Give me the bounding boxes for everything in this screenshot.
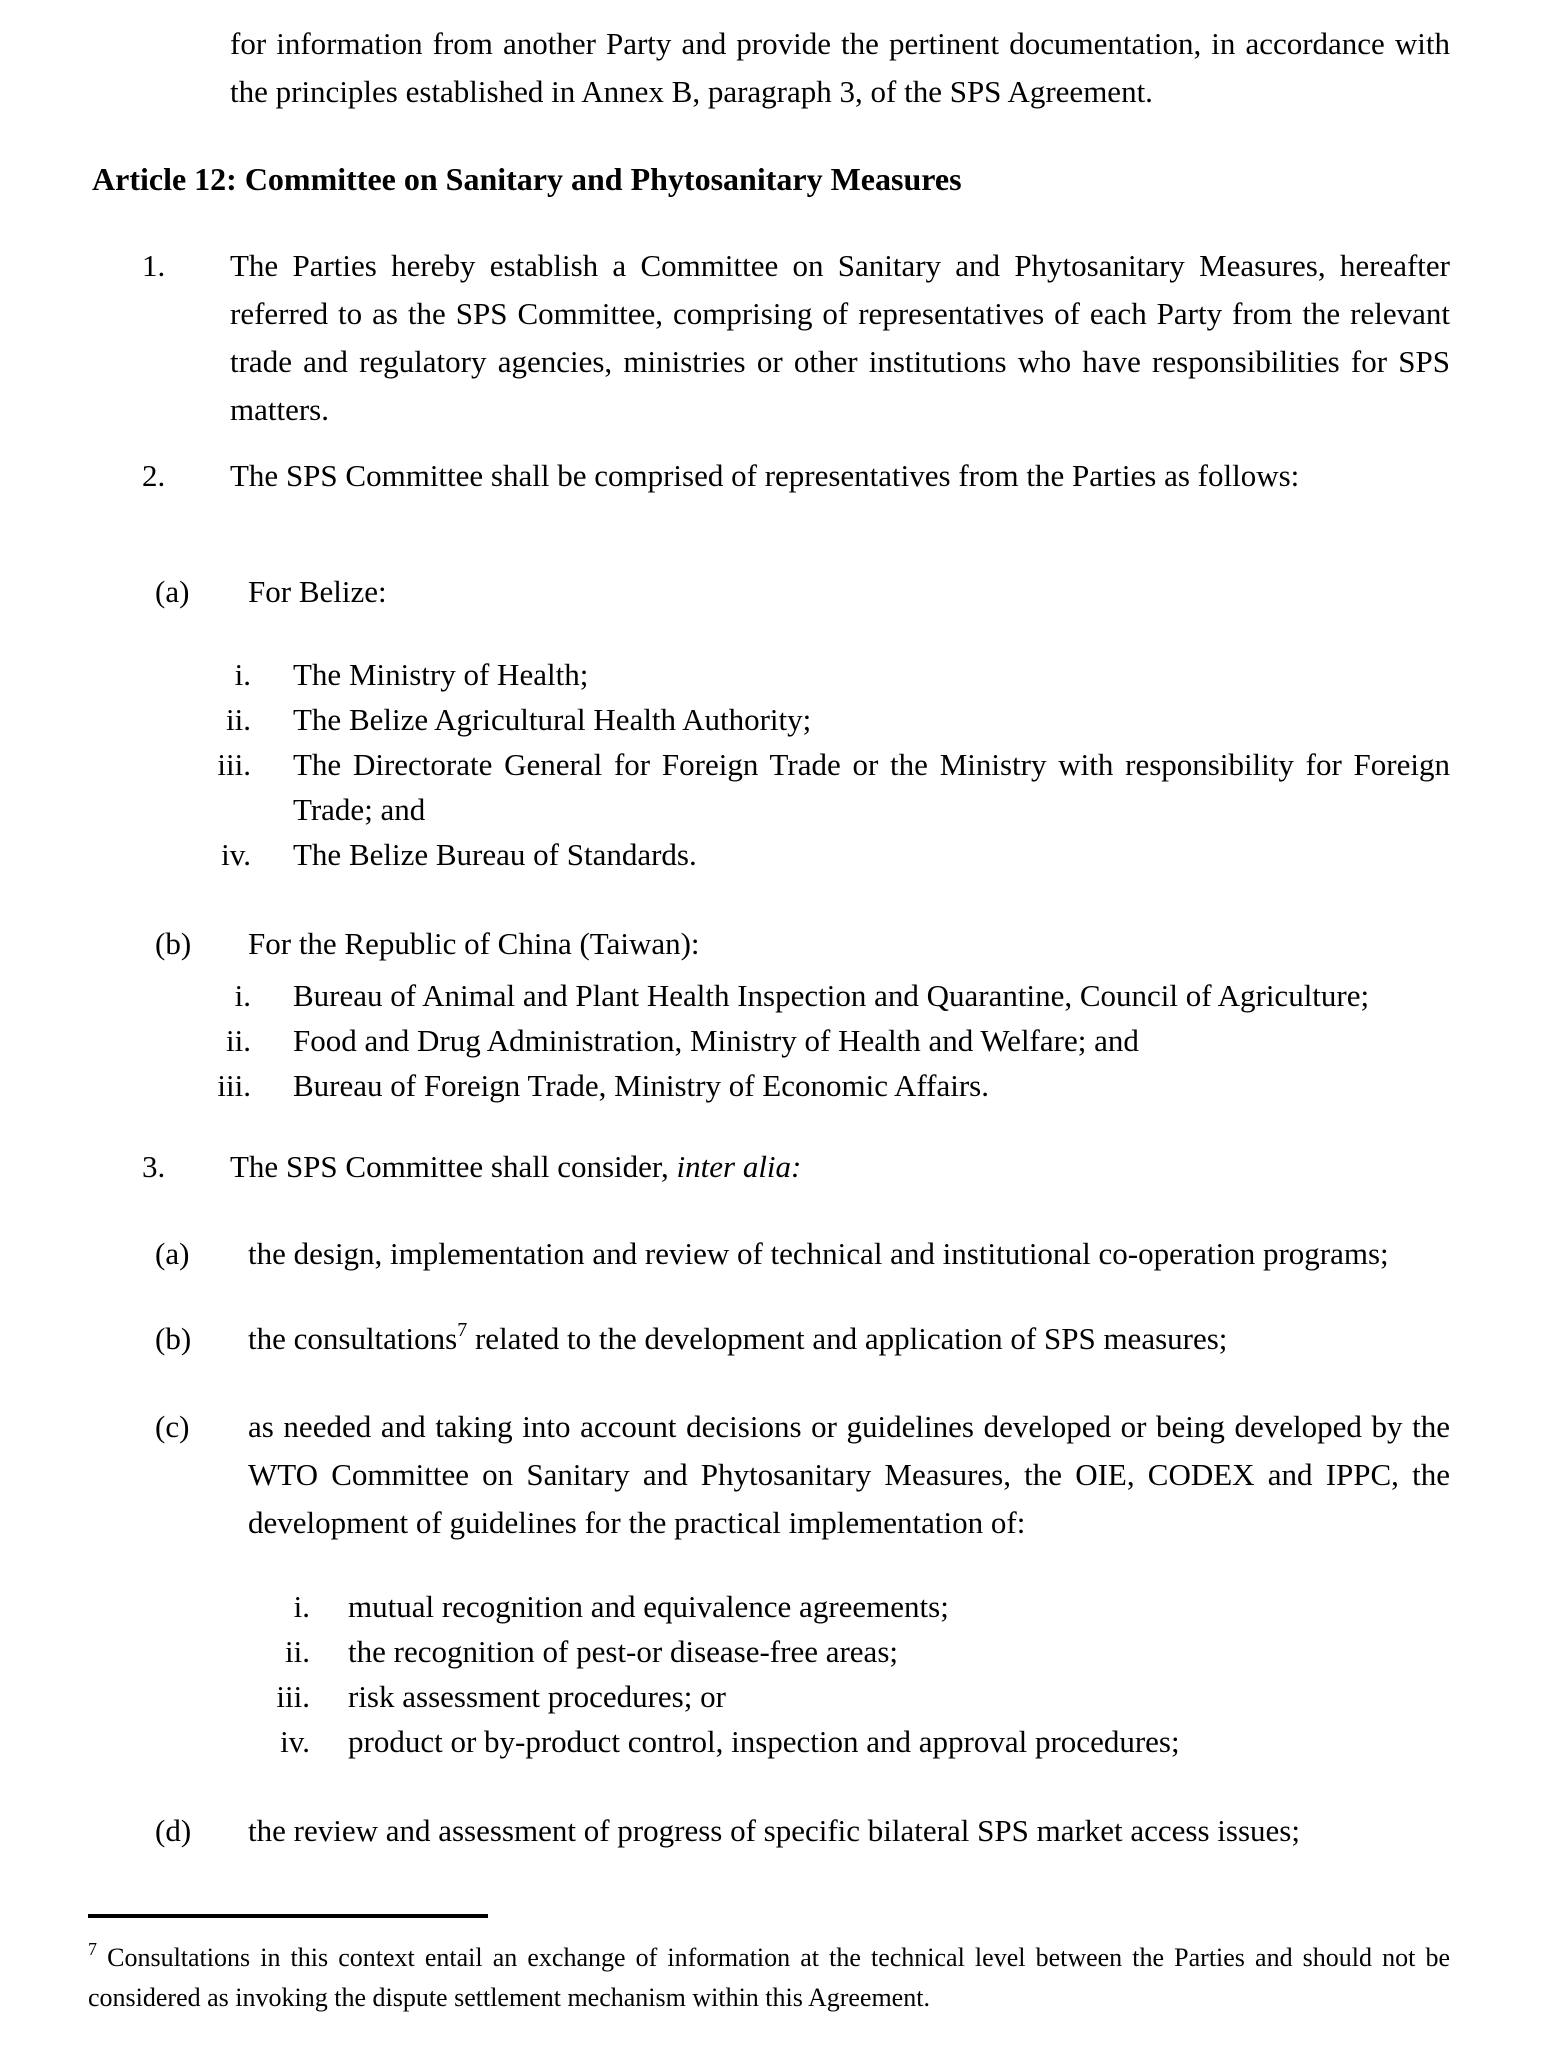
clause-3-text-italic: inter alia: — [676, 1149, 802, 1184]
list-item — [88, 1018, 1450, 1063]
list-item-text: The Belize Bureau of Standards. — [293, 837, 697, 872]
list-item-number: ii. — [285, 1634, 310, 1669]
list-item-text: the recognition of pest-or disease-free areas; — [348, 1634, 898, 1669]
footnote — [88, 1938, 1450, 2018]
footnote-separator-rule — [88, 1914, 488, 1918]
taiwan-agency-list — [88, 973, 1450, 1108]
clause-2-text: The SPS Committee shall be comprised of representatives from the Parties as follows: — [230, 458, 1300, 493]
list-item-text: The Belize Agricultural Health Authority; — [293, 702, 812, 737]
list-item-number: iii. — [217, 747, 251, 782]
clause-2a — [88, 568, 1450, 616]
list-item-text: mutual recognition and equivalence agreements; — [348, 1589, 949, 1624]
list-item-number: iv. — [280, 1724, 310, 1759]
clause-3b-label: (b) — [155, 1321, 192, 1356]
list-item — [88, 832, 1450, 877]
footnote-marker: 7 — [88, 1939, 97, 1959]
clause-3b-text — [248, 1315, 1450, 1363]
list-item-text: Bureau of Animal and Plant Health Inspection and Quarantine, Council of Agriculture; — [293, 978, 1370, 1013]
clause-3-text — [230, 1143, 1450, 1191]
clause-3b-text-suffix: related to the development and application of SPS measures; — [467, 1321, 1228, 1356]
clause-3d — [88, 1807, 1450, 1855]
list-item-number: iii. — [217, 1068, 251, 1103]
footnote-reference: 7 — [457, 1319, 468, 1341]
article-heading: Article 12: Committee on Sanitary and Phytosanitary Measures — [92, 161, 962, 197]
list-item-text: Bureau of Foreign Trade, Ministry of Economic Affairs. — [293, 1068, 989, 1103]
list-item — [88, 697, 1450, 742]
intro-continuation-paragraph: for information from another Party and provide the pertinent documentation, in accordance with the principles established in Annex B, paragraph 3, of the SPS Agreement. — [230, 26, 1450, 109]
clause-3a-text: the design, implementation and review of technical and institutional co-operation programs; — [248, 1236, 1389, 1271]
clause-2a-label: (a) — [155, 574, 190, 609]
clause-2b-text: For the Republic of China (Taiwan): — [248, 926, 700, 961]
list-item-number: ii. — [226, 702, 251, 737]
list-item — [88, 1584, 1450, 1629]
guidelines-list — [88, 1584, 1450, 1764]
clause-2-number: 2. — [142, 458, 166, 493]
clause-3c — [88, 1403, 1450, 1547]
clause-2b — [88, 920, 1450, 968]
list-item — [88, 1719, 1450, 1764]
clause-3c-text: as needed and taking into account decisions or guidelines developed or being developed by the WTO Committee on Sanitary and Phytosanitary Measures, the OIE, CODEX and IPPC, the development of guidelines for the practical implementation of: — [248, 1409, 1450, 1540]
belize-agency-list — [88, 652, 1450, 877]
footnote-text: Consultations in this context entail an exchange of information at the technical level between the Parties and should not be considered as invoking the dispute settlement mechanism within this Agreement. — [88, 1943, 1450, 2012]
list-item-number: iii. — [276, 1679, 310, 1714]
clause-1 — [88, 242, 1450, 434]
clause-3a-label: (a) — [155, 1236, 190, 1271]
clause-3-text-prefix: The SPS Committee shall consider, — [230, 1149, 677, 1184]
list-item-text: Food and Drug Administration, Ministry of Health and Welfare; and — [293, 1023, 1139, 1058]
clause-3b-text-prefix: the consultations — [248, 1321, 458, 1356]
clause-1-number: 1. — [142, 248, 166, 283]
list-item — [88, 1063, 1450, 1108]
clause-1-text: The Parties hereby establish a Committee on Sanitary and Phytosanitary Measures, hereafter referred to as the SPS Committee, comprising of representatives of each Party from the relevant trade and regulatory agencies, ministries or other institutions who have responsibilities for SPS matters. — [230, 248, 1450, 427]
clause-2 — [88, 452, 1450, 500]
list-item-number: ii. — [226, 1023, 251, 1058]
list-item — [88, 1674, 1450, 1719]
list-item-number: iv. — [221, 837, 251, 872]
clause-3 — [88, 1143, 1450, 1191]
list-item-text: risk assessment procedures; or — [348, 1679, 726, 1714]
list-item-number: i. — [293, 1589, 310, 1624]
list-item — [88, 652, 1450, 697]
list-item — [88, 1629, 1450, 1674]
clause-3a — [88, 1230, 1450, 1278]
list-item-text: The Ministry of Health; — [293, 657, 589, 692]
clause-2b-label: (b) — [155, 926, 192, 961]
list-item-number: i. — [234, 657, 251, 692]
clause-3b — [88, 1315, 1450, 1363]
clause-2a-text: For Belize: — [248, 574, 387, 609]
list-item — [88, 973, 1450, 1018]
list-item-number: i. — [234, 978, 251, 1013]
clause-3-number: 3. — [142, 1149, 166, 1184]
list-item-text: product or by-product control, inspection and approval procedures; — [348, 1724, 1180, 1759]
clause-3d-label: (d) — [155, 1813, 192, 1848]
clause-3d-text: the review and assessment of progress of specific bilateral SPS market access issues; — [248, 1813, 1300, 1848]
list-item-text: The Directorate General for Foreign Trade or the Ministry with responsibility for Foreign Trade; and — [293, 747, 1450, 827]
clause-3c-label: (c) — [155, 1409, 190, 1444]
list-item — [88, 742, 1450, 832]
